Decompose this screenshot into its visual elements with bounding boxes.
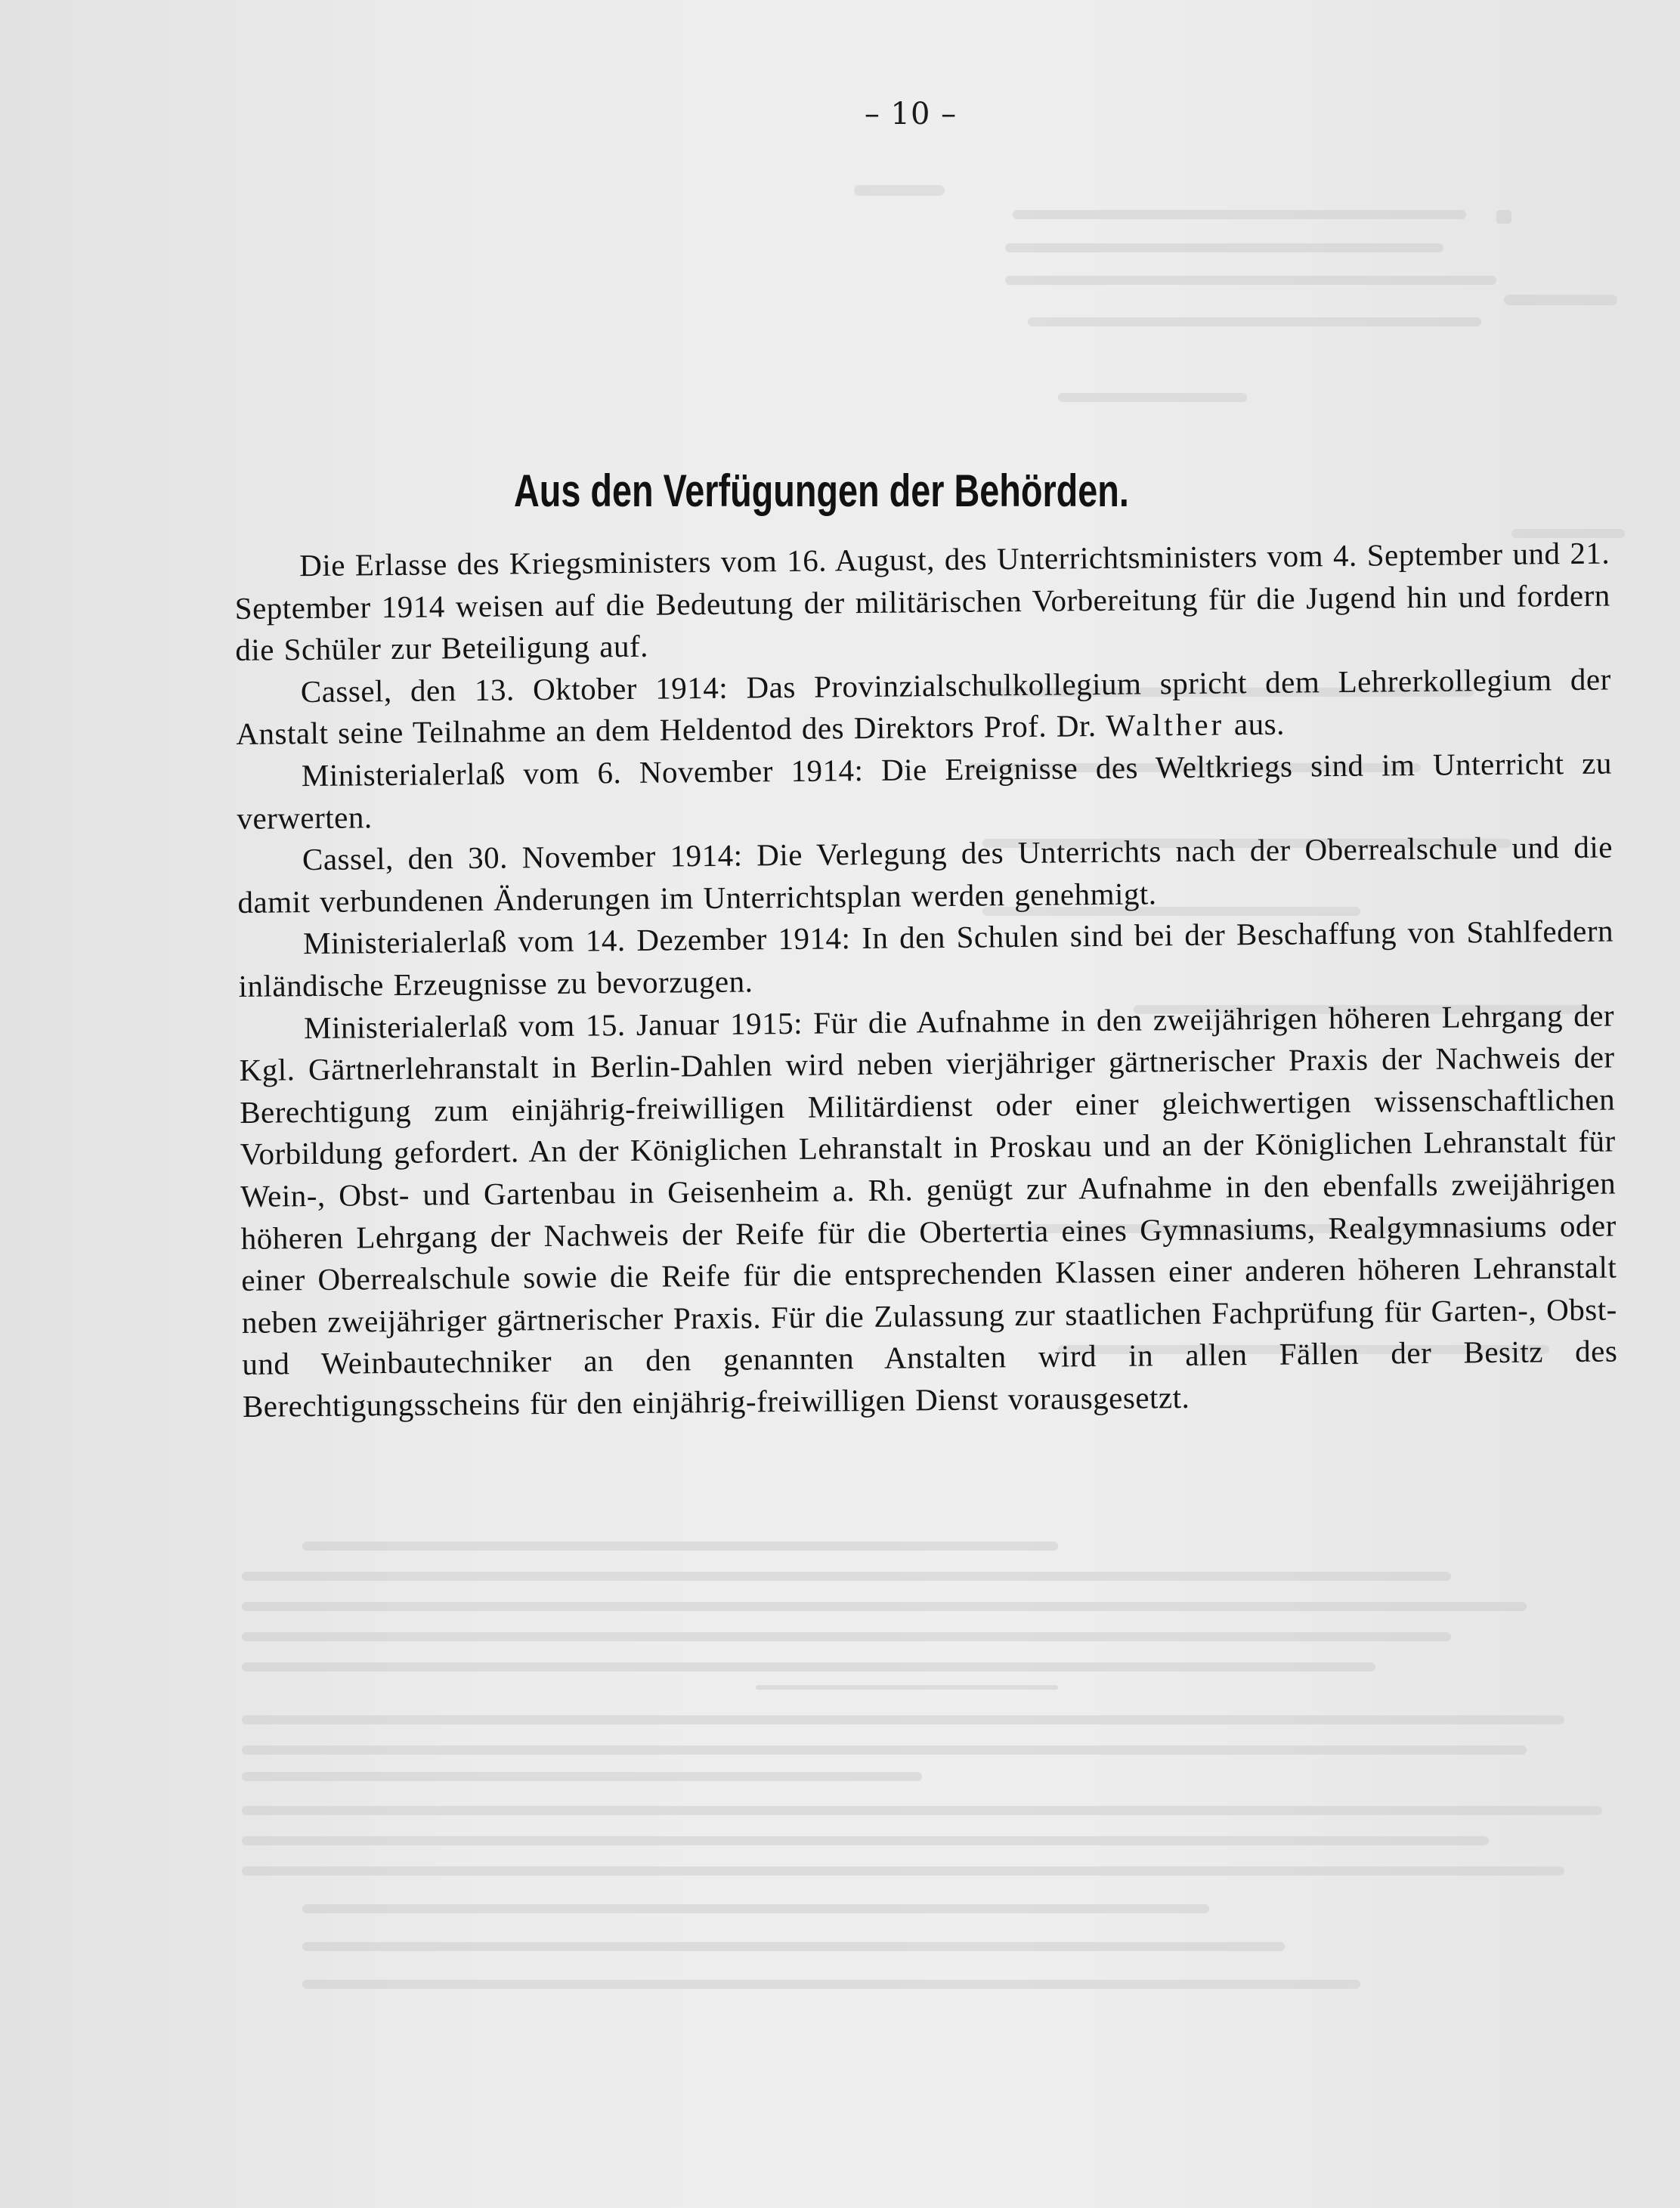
paragraph: Ministerialerlaß vom 14. Dezember 1914: In den Schulen sind bei der Beschaffung von Stahlfedern inländische Erzeugnisse zu bevorzugen.	[238, 913, 1614, 1003]
paragraph: Ministerialerlaß vom 15. Januar 1915: Für die Aufnahme in den zweijährigen höheren Lehrgang der Kgl. Gärtnerlehranstalt in Berlin-Dahlen wird neben vierjähriger gärtnerischer Praxis der Nachweis der Berechtigung zum einjährig-freiwilligen Militärdienst oder einer gleichwertigen wissenschaftlichen Vorbildung gefordert. An der Königlichen Lehranstalt in Proskau und an der Königlichen Lehranstalt für Wein-, Obst- und Gartenbau in Geisenheim a. Rh. genügt zur Aufnahme in den ebenfalls zweijährigen höheren Lehrgang der Nachweis der Reife für die Obertertia eines Gymnasiums, Realgymnasiums oder einer Oberrealschule sowie die Reife für die entsprechenden Klassen einer anderen höheren Lehranstalt neben zweijähriger gärtnerischer Praxis. Für die Zulassung zur staatlichen Fachprüfung für Garten-, Obst- und Weinbautechniker an den genannten Anstalten wird in allen Fällen der Besitz des Berechtigungsscheins für den einjährig-freiwilligen Dienst vorausgesetzt.	[239, 997, 1618, 1424]
paragraph-text: aus.	[1224, 707, 1286, 742]
page-number: – 10 –	[864, 97, 958, 131]
document-body	[234, 533, 1618, 1428]
page-title: Aus den Verfügungen der Behörden.	[514, 465, 1129, 516]
paragraph: Ministerialerlaß vom 6. November 1914: Die Ereignisse des Weltkriegs sind im Unterricht zu verwerten.	[237, 745, 1613, 836]
paragraph-text: Cassel, den 13. Oktober 1914: Das Provinzialschulkollegium spricht dem Lehrerkollegium der Anstalt seine Teilnahme an dem Heldentod des Direktors Prof. Dr.	[236, 661, 1611, 752]
paragraph: Cassel, den 30. November 1914: Die Verlegung des Unterrichts nach der Oberrealschule und die damit verbundenen Änderungen im Unterrichtsplan werden genehmigt.	[237, 829, 1613, 920]
paragraph	[236, 658, 1612, 756]
paragraph: Die Erlasse des Kriegsministers vom 16. August, des Unterrichtsministers vom 4. September und 21. September 1914 weisen auf die Bedeutung der militärischen Vorbereitung für die Jugend hin und fordern die Schüler zur Beteiligung auf.	[234, 535, 1610, 668]
spaced-name: Walther	[1106, 707, 1225, 744]
